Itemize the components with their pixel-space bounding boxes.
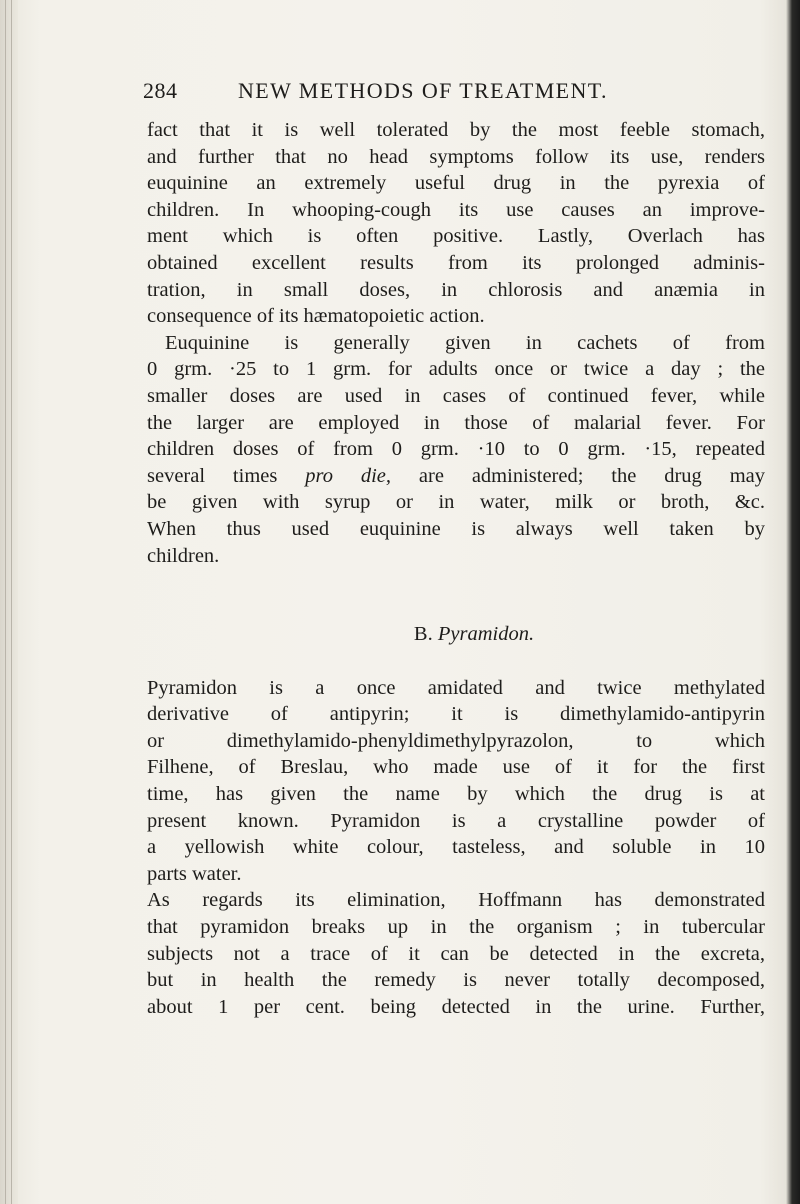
text-line: time, has given the name by which the drug is at (147, 783, 765, 806)
text-line: fact that it is well tolerated by the most feeble stomach, (147, 119, 765, 141)
text-line: consequence of its hæmatopoietic action. (147, 305, 485, 328)
text-line: smaller doses are used in cases of continued fever, while (147, 384, 765, 407)
text-fragment: are administered; the drug may (418, 464, 765, 487)
text-line: that pyramidon breaks up in the organism ; in tubercular (147, 916, 765, 939)
section-title: Pyramidon. (437, 623, 535, 646)
gutter-line (11, 0, 12, 1204)
spacer (147, 648, 765, 675)
text-line: or dimethylamido-phenyldimethylpyrazolon, to which (147, 729, 765, 752)
text-line: Filhene, of Breslau, who made use of it for the first (147, 756, 765, 779)
text-line: about 1 per cent. being detected in the urine. Further, (147, 995, 765, 1018)
text-fragment: several times (147, 464, 278, 487)
text-line (147, 463, 765, 490)
text-line: obtained excellent results from its prolonged adminis- (147, 251, 765, 274)
text-line: children doses of from 0 grm. ·10 to 0 grm. ·15, repeated (147, 438, 765, 461)
text-line: parts water. (147, 862, 242, 885)
text-line: tration, in small doses, in chlorosis and anæmia in (147, 278, 765, 301)
section-heading (147, 621, 765, 648)
text-line: derivative of antipyrin; it is dimethylamido-antipyrin (147, 703, 765, 726)
text-line: 0 grm. ·25 to 1 grm. for adults once or twice a day ; the (147, 358, 765, 381)
text-line: Pyramidon is a once amidated and twice methylated (147, 676, 765, 699)
running-title: NEW METHODS OF TREATMENT. (238, 78, 608, 103)
gutter-line (5, 0, 6, 1204)
text-line: euquinine an extremely useful drug in the pyrexia of (147, 172, 765, 195)
text-line: be given with syrup or in water, milk or broth, &c. (147, 491, 765, 514)
section-letter: B. (413, 623, 433, 646)
body-text (147, 117, 765, 1020)
text-line: children. In whooping-cough its use causes an improve- (147, 198, 765, 221)
text-line: subjects not a trace of it can be detected in the excreta, (147, 942, 765, 965)
text-line: and further that no head symptoms follow its use, renders (147, 145, 765, 168)
page-number: 284 (143, 78, 178, 103)
page-gutter (0, 0, 18, 1204)
text-line: children. (147, 544, 220, 567)
text-line: a yellowish white colour, tasteless, and soluble in 10 (147, 836, 765, 859)
text-line: present known. Pyramidon is a crystalline powder of (147, 809, 765, 832)
latin-phrase: pro die, (305, 464, 392, 487)
text-line: When thus used euquinine is always well taken by (147, 517, 765, 540)
text-line: but in health the remedy is never totally decomposed, (147, 969, 765, 992)
running-header (143, 78, 703, 108)
spacer (147, 569, 765, 621)
text-line: the larger are employed in those of malarial fever. For (147, 411, 765, 434)
text-line: ment which is often positive. Lastly, Overlach has (147, 225, 765, 248)
text-line: As regards its elimination, Hoffmann has demonstrated (147, 889, 765, 912)
text-line: Euquinine is generally given in cachets of from (165, 331, 765, 354)
